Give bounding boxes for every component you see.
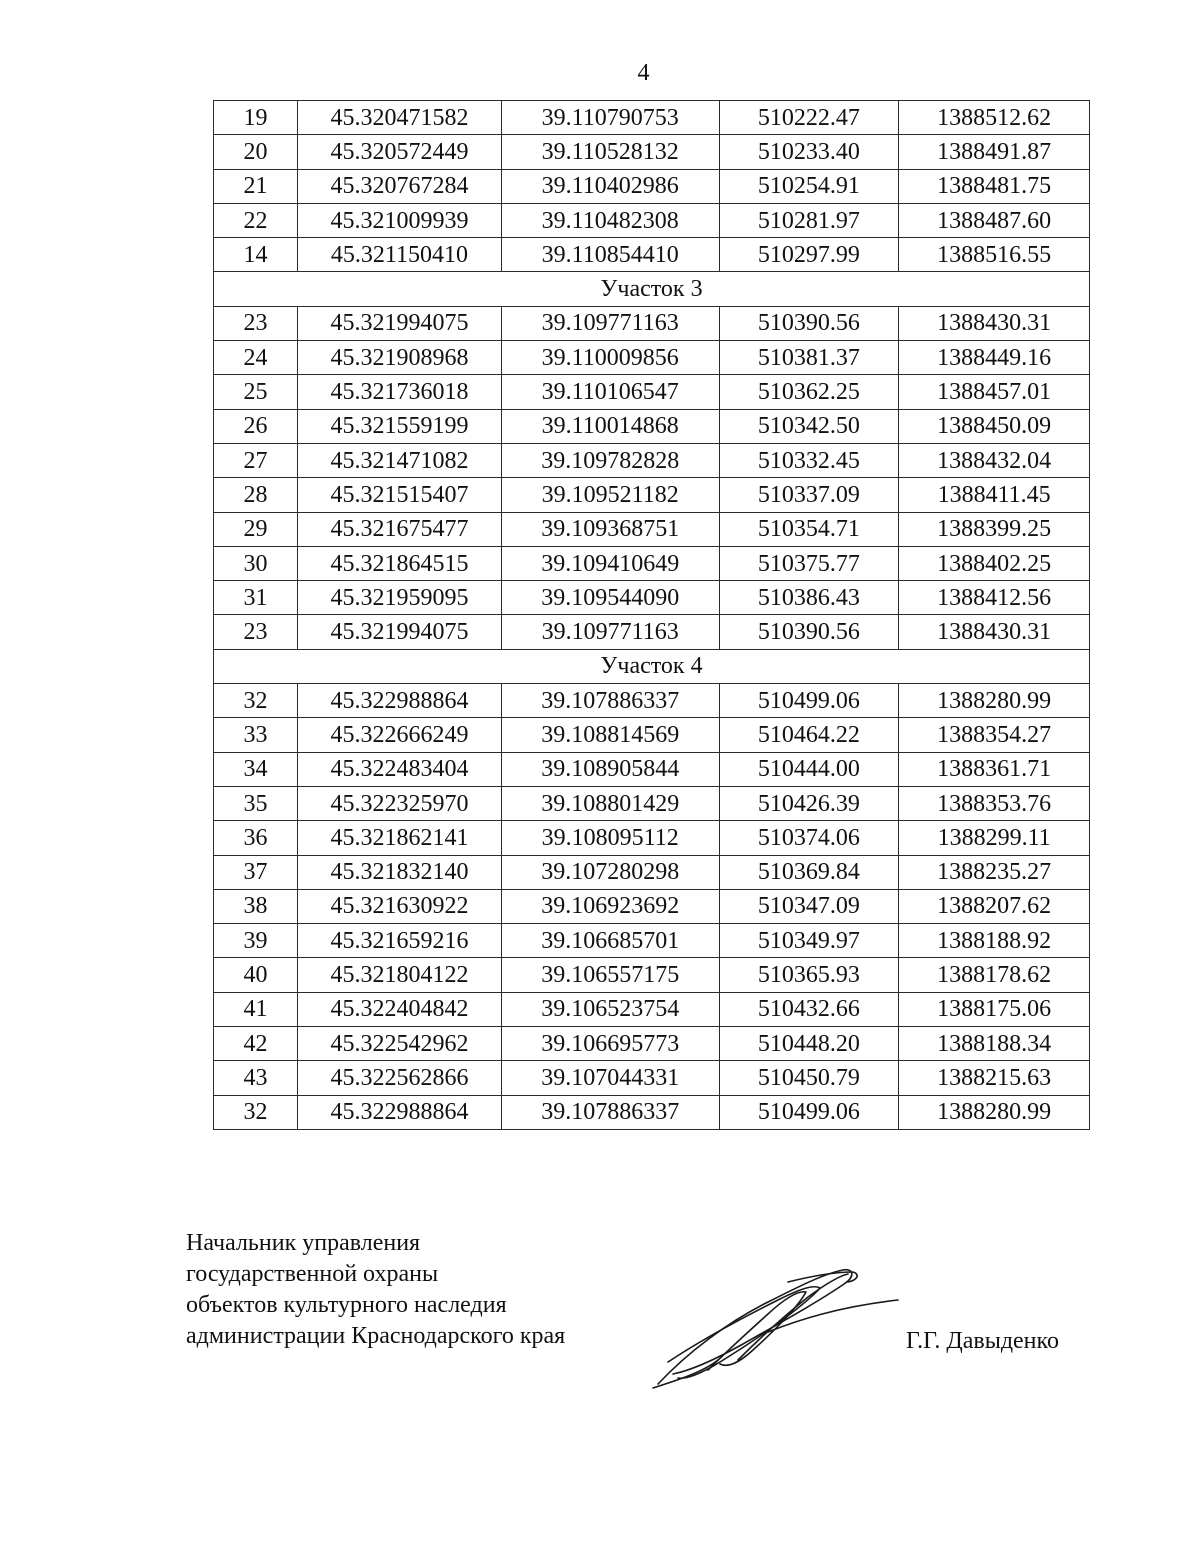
latitude-cell: 45.321471082 <box>298 443 502 477</box>
table-row <box>214 306 1090 340</box>
table-row <box>214 409 1090 443</box>
longitude-cell: 39.109410649 <box>501 546 719 580</box>
table-row <box>214 1095 1090 1129</box>
y-coordinate-cell: 1388188.92 <box>899 924 1090 958</box>
y-coordinate-cell: 1388449.16 <box>899 341 1090 375</box>
y-coordinate-cell: 1388188.34 <box>899 1027 1090 1061</box>
longitude-cell: 39.109544090 <box>501 581 719 615</box>
longitude-cell: 39.107044331 <box>501 1061 719 1095</box>
coordinates-table <box>213 100 1090 1130</box>
y-coordinate-cell: 1388207.62 <box>899 889 1090 923</box>
signatory-name: Г.Г. Давыденко <box>906 1328 1059 1354</box>
point-number-cell: 35 <box>214 786 298 820</box>
point-number-cell: 39 <box>214 924 298 958</box>
x-coordinate-cell: 510297.99 <box>719 238 899 272</box>
point-number-cell: 34 <box>214 752 298 786</box>
y-coordinate-cell: 1388361.71 <box>899 752 1090 786</box>
point-number-cell: 19 <box>214 101 298 135</box>
latitude-cell: 45.322988864 <box>298 684 502 718</box>
longitude-cell: 39.109771163 <box>501 306 719 340</box>
latitude-cell: 45.321804122 <box>298 958 502 992</box>
x-coordinate-cell: 510362.25 <box>719 375 899 409</box>
x-coordinate-cell: 510464.22 <box>719 718 899 752</box>
x-coordinate-cell: 510499.06 <box>719 1095 899 1129</box>
longitude-cell: 39.110790753 <box>501 101 719 135</box>
section-header-row <box>214 272 1090 306</box>
x-coordinate-cell: 510448.20 <box>719 1027 899 1061</box>
point-number-cell: 31 <box>214 581 298 615</box>
table-row <box>214 924 1090 958</box>
longitude-cell: 39.108814569 <box>501 718 719 752</box>
point-number-cell: 32 <box>214 684 298 718</box>
longitude-cell: 39.110009856 <box>501 341 719 375</box>
signatory-position <box>186 1228 565 1352</box>
y-coordinate-cell: 1388411.45 <box>899 478 1090 512</box>
x-coordinate-cell: 510369.84 <box>719 855 899 889</box>
point-number-cell: 33 <box>214 718 298 752</box>
latitude-cell: 45.321994075 <box>298 306 502 340</box>
position-line-4: администрации Краснодарского края <box>186 1323 566 1349</box>
point-number-cell: 27 <box>214 443 298 477</box>
x-coordinate-cell: 510354.71 <box>719 512 899 546</box>
section-header-row <box>214 649 1090 683</box>
latitude-cell: 45.321659216 <box>298 924 502 958</box>
point-number-cell: 41 <box>214 992 298 1026</box>
point-number-cell: 22 <box>214 203 298 237</box>
y-coordinate-cell: 1388175.06 <box>899 992 1090 1026</box>
x-coordinate-cell: 510349.97 <box>719 924 899 958</box>
x-coordinate-cell: 510390.56 <box>719 306 899 340</box>
section-title: Участок 4 <box>214 649 1090 683</box>
longitude-cell: 39.106685701 <box>501 924 719 958</box>
x-coordinate-cell: 510381.37 <box>719 341 899 375</box>
position-line-2: государственной охраны <box>186 1261 439 1287</box>
section-title: Участок 3 <box>214 272 1090 306</box>
latitude-cell: 45.321009939 <box>298 203 502 237</box>
longitude-cell: 39.109368751 <box>501 512 719 546</box>
table-row <box>214 718 1090 752</box>
table-row <box>214 135 1090 169</box>
table-row <box>214 203 1090 237</box>
latitude-cell: 45.322988864 <box>298 1095 502 1129</box>
latitude-cell: 45.321736018 <box>298 375 502 409</box>
point-number-cell: 23 <box>214 615 298 649</box>
x-coordinate-cell: 510233.40 <box>719 135 899 169</box>
table-row <box>214 786 1090 820</box>
latitude-cell: 45.322325970 <box>298 786 502 820</box>
x-coordinate-cell: 510281.97 <box>719 203 899 237</box>
table-row <box>214 478 1090 512</box>
longitude-cell: 39.110528132 <box>501 135 719 169</box>
longitude-cell: 39.106923692 <box>501 889 719 923</box>
table-row <box>214 512 1090 546</box>
point-number-cell: 20 <box>214 135 298 169</box>
latitude-cell: 45.320572449 <box>298 135 502 169</box>
point-number-cell: 36 <box>214 821 298 855</box>
table-row <box>214 684 1090 718</box>
y-coordinate-cell: 1388235.27 <box>899 855 1090 889</box>
y-coordinate-cell: 1388491.87 <box>899 135 1090 169</box>
y-coordinate-cell: 1388402.25 <box>899 546 1090 580</box>
table-row <box>214 238 1090 272</box>
y-coordinate-cell: 1388481.75 <box>899 169 1090 203</box>
latitude-cell: 45.320767284 <box>298 169 502 203</box>
handwritten-signature <box>648 1262 908 1392</box>
longitude-cell: 39.110482308 <box>501 203 719 237</box>
y-coordinate-cell: 1388299.11 <box>899 821 1090 855</box>
point-number-cell: 43 <box>214 1061 298 1095</box>
longitude-cell: 39.109771163 <box>501 615 719 649</box>
table-row <box>214 615 1090 649</box>
x-coordinate-cell: 510444.00 <box>719 752 899 786</box>
table-row <box>214 1027 1090 1061</box>
table-row <box>214 821 1090 855</box>
latitude-cell: 45.322562866 <box>298 1061 502 1095</box>
y-coordinate-cell: 1388280.99 <box>899 1095 1090 1129</box>
table-row <box>214 169 1090 203</box>
point-number-cell: 30 <box>214 546 298 580</box>
longitude-cell: 39.107886337 <box>501 684 719 718</box>
point-number-cell: 21 <box>214 169 298 203</box>
position-line-3: объектов культурного наследия <box>186 1292 507 1318</box>
page-number: 4 <box>637 60 650 86</box>
longitude-cell: 39.109521182 <box>501 478 719 512</box>
x-coordinate-cell: 510337.09 <box>719 478 899 512</box>
point-number-cell: 38 <box>214 889 298 923</box>
x-coordinate-cell: 510375.77 <box>719 546 899 580</box>
x-coordinate-cell: 510499.06 <box>719 684 899 718</box>
y-coordinate-cell: 1388516.55 <box>899 238 1090 272</box>
longitude-cell: 39.110014868 <box>501 409 719 443</box>
table-row <box>214 855 1090 889</box>
latitude-cell: 45.321862141 <box>298 821 502 855</box>
x-coordinate-cell: 510432.66 <box>719 992 899 1026</box>
table-row <box>214 958 1090 992</box>
y-coordinate-cell: 1388354.27 <box>899 718 1090 752</box>
point-number-cell: 25 <box>214 375 298 409</box>
x-coordinate-cell: 510222.47 <box>719 101 899 135</box>
y-coordinate-cell: 1388353.76 <box>899 786 1090 820</box>
latitude-cell: 45.321630922 <box>298 889 502 923</box>
y-coordinate-cell: 1388412.56 <box>899 581 1090 615</box>
y-coordinate-cell: 1388450.09 <box>899 409 1090 443</box>
longitude-cell: 39.109782828 <box>501 443 719 477</box>
point-number-cell: 24 <box>214 341 298 375</box>
table-row <box>214 752 1090 786</box>
longitude-cell: 39.110106547 <box>501 375 719 409</box>
y-coordinate-cell: 1388178.62 <box>899 958 1090 992</box>
table-row <box>214 443 1090 477</box>
longitude-cell: 39.108801429 <box>501 786 719 820</box>
x-coordinate-cell: 510374.06 <box>719 821 899 855</box>
y-coordinate-cell: 1388512.62 <box>899 101 1090 135</box>
longitude-cell: 39.110854410 <box>501 238 719 272</box>
y-coordinate-cell: 1388430.31 <box>899 306 1090 340</box>
latitude-cell: 45.321959095 <box>298 581 502 615</box>
point-number-cell: 28 <box>214 478 298 512</box>
table-row <box>214 341 1090 375</box>
latitude-cell: 45.320471582 <box>298 101 502 135</box>
point-number-cell: 14 <box>214 238 298 272</box>
latitude-cell: 45.321864515 <box>298 546 502 580</box>
latitude-cell: 45.322542962 <box>298 1027 502 1061</box>
latitude-cell: 45.322666249 <box>298 718 502 752</box>
point-number-cell: 32 <box>214 1095 298 1129</box>
latitude-cell: 45.322404842 <box>298 992 502 1026</box>
point-number-cell: 40 <box>214 958 298 992</box>
point-number-cell: 42 <box>214 1027 298 1061</box>
table-row <box>214 992 1090 1026</box>
point-number-cell: 23 <box>214 306 298 340</box>
latitude-cell: 45.321832140 <box>298 855 502 889</box>
table-row <box>214 1061 1090 1095</box>
x-coordinate-cell: 510254.91 <box>719 169 899 203</box>
x-coordinate-cell: 510365.93 <box>719 958 899 992</box>
table-row <box>214 546 1090 580</box>
x-coordinate-cell: 510386.43 <box>719 581 899 615</box>
x-coordinate-cell: 510332.45 <box>719 443 899 477</box>
table-row <box>214 889 1090 923</box>
y-coordinate-cell: 1388215.63 <box>899 1061 1090 1095</box>
y-coordinate-cell: 1388487.60 <box>899 203 1090 237</box>
y-coordinate-cell: 1388280.99 <box>899 684 1090 718</box>
point-number-cell: 26 <box>214 409 298 443</box>
longitude-cell: 39.110402986 <box>501 169 719 203</box>
table-row <box>214 101 1090 135</box>
longitude-cell: 39.106557175 <box>501 958 719 992</box>
longitude-cell: 39.106695773 <box>501 1027 719 1061</box>
y-coordinate-cell: 1388399.25 <box>899 512 1090 546</box>
x-coordinate-cell: 510450.79 <box>719 1061 899 1095</box>
point-number-cell: 29 <box>214 512 298 546</box>
latitude-cell: 45.321675477 <box>298 512 502 546</box>
y-coordinate-cell: 1388432.04 <box>899 443 1090 477</box>
y-coordinate-cell: 1388457.01 <box>899 375 1090 409</box>
table-row <box>214 375 1090 409</box>
x-coordinate-cell: 510342.50 <box>719 409 899 443</box>
longitude-cell: 39.107886337 <box>501 1095 719 1129</box>
latitude-cell: 45.321515407 <box>298 478 502 512</box>
x-coordinate-cell: 510390.56 <box>719 615 899 649</box>
point-number-cell: 37 <box>214 855 298 889</box>
longitude-cell: 39.108095112 <box>501 821 719 855</box>
longitude-cell: 39.107280298 <box>501 855 719 889</box>
position-line-1: Начальник управления <box>186 1230 421 1256</box>
y-coordinate-cell: 1388430.31 <box>899 615 1090 649</box>
longitude-cell: 39.108905844 <box>501 752 719 786</box>
longitude-cell: 39.106523754 <box>501 992 719 1026</box>
latitude-cell: 45.322483404 <box>298 752 502 786</box>
latitude-cell: 45.321994075 <box>298 615 502 649</box>
latitude-cell: 45.321908968 <box>298 341 502 375</box>
x-coordinate-cell: 510426.39 <box>719 786 899 820</box>
latitude-cell: 45.321559199 <box>298 409 502 443</box>
latitude-cell: 45.321150410 <box>298 238 502 272</box>
coordinates-table-body <box>214 101 1090 1130</box>
x-coordinate-cell: 510347.09 <box>719 889 899 923</box>
table-row <box>214 581 1090 615</box>
